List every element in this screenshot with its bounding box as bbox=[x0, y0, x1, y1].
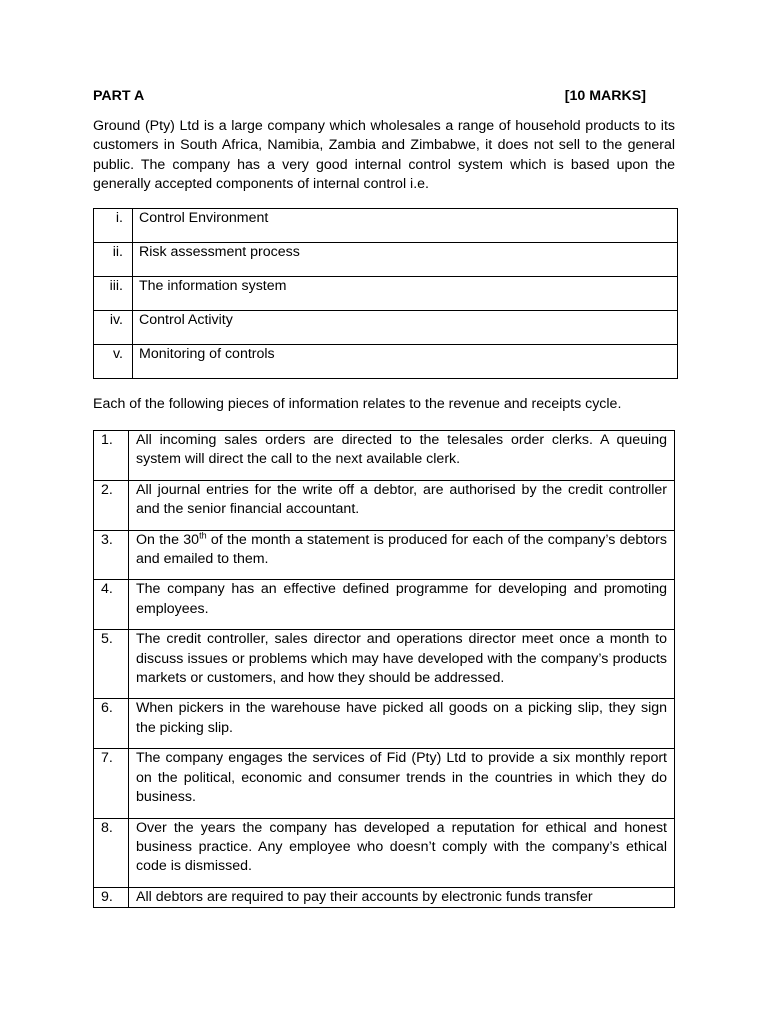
table-row bbox=[94, 818, 675, 887]
table-row bbox=[94, 431, 675, 481]
item-text: The company has an effective defined programme for developing and promoting employees. bbox=[129, 580, 675, 630]
item-number: 4. bbox=[94, 580, 129, 630]
lead-in-paragraph: Each of the following pieces of information relates to the revenue and receipts cycle. bbox=[93, 396, 622, 412]
table-row bbox=[94, 345, 678, 379]
component-text: The information system bbox=[133, 277, 678, 311]
item-number: 8. bbox=[94, 818, 129, 887]
item-text-end: of the month a statement is produced for each of the company’s debtors and emailed to them. bbox=[136, 531, 667, 568]
table-row bbox=[94, 630, 675, 699]
intro-paragraph: Ground (Pty) Ltd is a large company which wholesales a range of household products to its customers in South Africa, Namibia, Zambia and Zimbabwe, it does not sell to the general public. The company has a very good internal control system which is based upon the generally accepted components of internal control i.e. bbox=[93, 118, 675, 192]
table-row bbox=[94, 243, 678, 277]
components-table bbox=[93, 208, 678, 379]
item-text-start: On the 30 bbox=[136, 531, 200, 548]
item-text: Over the years the company has developed a reputation for ethical and honest business practice. Any employee who doesn’t comply with the company’s ethical code is dismissed. bbox=[129, 818, 675, 887]
table-row bbox=[94, 749, 675, 818]
item-number: 7. bbox=[94, 749, 129, 818]
component-text: Risk assessment process bbox=[133, 243, 678, 277]
item-text: When pickers in the warehouse have picked all goods on a picking slip, they sign the picking slip. bbox=[129, 699, 675, 749]
table-row bbox=[94, 209, 678, 243]
table-row bbox=[94, 580, 675, 630]
table-row bbox=[94, 311, 678, 345]
component-number: v. bbox=[94, 345, 133, 379]
component-number: i. bbox=[94, 209, 133, 243]
table-row bbox=[94, 699, 675, 749]
item-text: All debtors are required to pay their accounts by electronic funds transfer bbox=[129, 887, 675, 907]
information-items-table bbox=[93, 430, 675, 908]
component-number: ii. bbox=[94, 243, 133, 277]
component-text: Control Activity bbox=[133, 311, 678, 345]
item-text: The credit controller, sales director and operations director meet once a month to discuss issues or problems which may have developed with the company’s products markets or customers, and how they should be addressed. bbox=[129, 630, 675, 699]
item-number: 6. bbox=[94, 699, 129, 749]
table-row bbox=[94, 480, 675, 530]
item-number: 2. bbox=[94, 480, 129, 530]
item-text: All incoming sales orders are directed to the telesales order clerks. A queuing system will direct the call to the next available clerk. bbox=[129, 431, 675, 481]
item-number: 5. bbox=[94, 630, 129, 699]
item-number: 1. bbox=[94, 431, 129, 481]
item-text: The company engages the services of Fid (Pty) Ltd to provide a six monthly report on the political, economic and consumer trends in the countries in which they do business. bbox=[129, 749, 675, 818]
component-text: Control Environment bbox=[133, 209, 678, 243]
ordinal-suffix: th bbox=[199, 529, 207, 540]
item-number: 9. bbox=[94, 887, 129, 907]
component-number: iii. bbox=[94, 277, 133, 311]
marks-label: [10 MARKS] bbox=[564, 88, 646, 104]
part-title: PART A bbox=[93, 88, 145, 104]
part-heading bbox=[93, 87, 646, 106]
component-number: iv. bbox=[94, 311, 133, 345]
table-row bbox=[94, 887, 675, 907]
table-row bbox=[94, 530, 675, 580]
item-number: 3. bbox=[94, 530, 129, 580]
item-text bbox=[129, 530, 675, 580]
table-row bbox=[94, 277, 678, 311]
component-text: Monitoring of controls bbox=[133, 345, 678, 379]
item-text: All journal entries for the write off a debtor, are authorised by the credit controller and the senior financial accountant. bbox=[129, 480, 675, 530]
